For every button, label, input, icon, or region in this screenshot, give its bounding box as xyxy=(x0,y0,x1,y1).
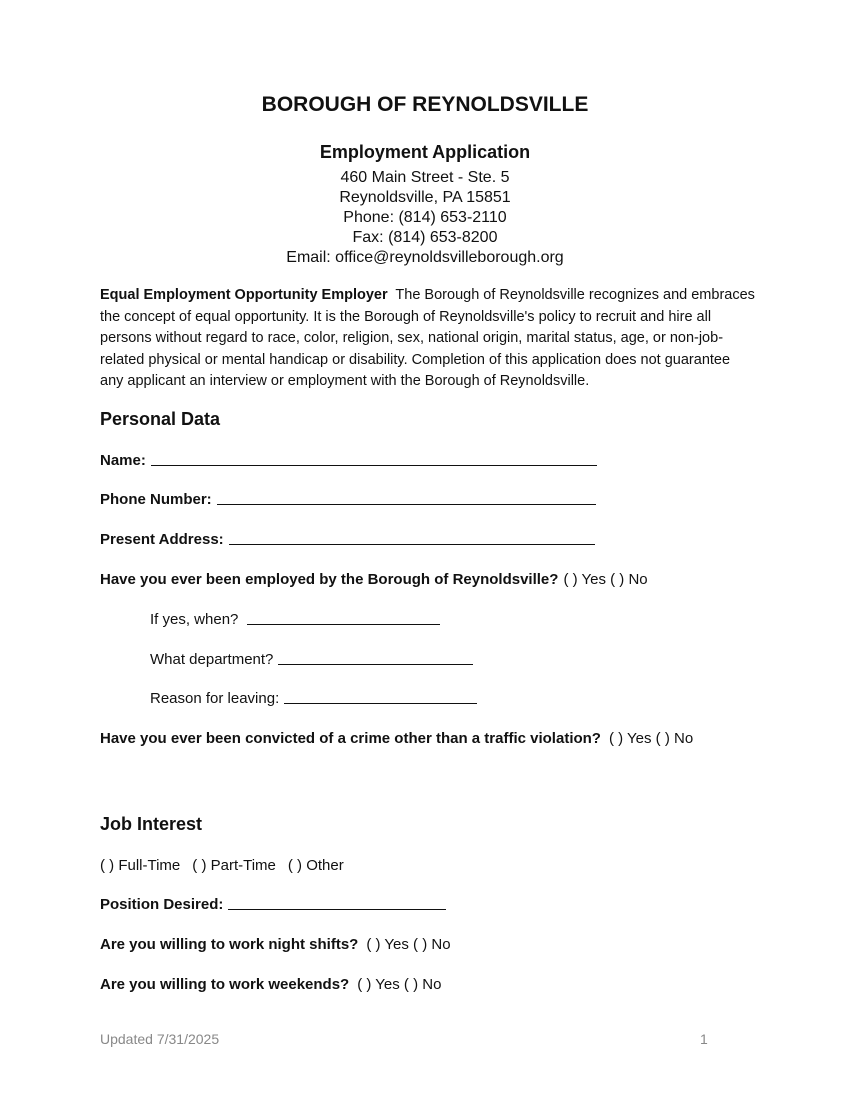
phone-line: Phone: (814) 653-2110 xyxy=(343,209,507,226)
employed-options[interactable]: ( ) Yes ( ) No xyxy=(563,571,648,588)
other-option[interactable]: ( ) Other xyxy=(287,857,344,874)
position-row xyxy=(100,896,446,913)
reason-label: Reason for leaving: xyxy=(150,690,280,707)
updated-date: Updated 7/31/2025 xyxy=(100,1031,220,1047)
weekend-question: Are you willing to work weekends? xyxy=(100,976,350,993)
reason-field[interactable] xyxy=(284,702,477,704)
name-row xyxy=(100,452,597,469)
reason-row xyxy=(150,690,477,707)
personal-data-heading: Personal Data xyxy=(100,409,221,429)
email-line: Email: office@reynoldsvilleborough.org xyxy=(286,249,564,266)
night-shift-row xyxy=(100,936,451,953)
convicted-row xyxy=(100,730,693,747)
night-shift-question: Are you willing to work night shifts? xyxy=(100,936,359,953)
contact-block xyxy=(0,168,850,268)
address-field[interactable] xyxy=(229,543,595,545)
eeo-statement xyxy=(100,285,755,393)
convicted-question: Have you ever been convicted of a crime other than a traffic violation? xyxy=(100,730,601,747)
document-subtitle: Employment Application xyxy=(319,142,531,162)
eeo-heading: Equal Employment Opportunity Employer xyxy=(100,287,388,303)
convicted-options[interactable]: ( ) Yes ( ) No xyxy=(608,730,694,747)
part-time-option[interactable]: ( ) Part-Time xyxy=(192,857,276,874)
weekend-row xyxy=(100,976,441,993)
department-label: What department? xyxy=(150,651,274,668)
name-field[interactable] xyxy=(151,464,597,466)
document-title: BOROUGH OF REYNOLDSVILLE xyxy=(261,93,589,116)
position-label: Position Desired: xyxy=(100,896,224,913)
name-label: Name: xyxy=(100,452,146,469)
department-field[interactable] xyxy=(278,663,473,665)
page-number: 1 xyxy=(700,1031,708,1047)
weekend-options[interactable]: ( ) Yes ( ) No xyxy=(357,976,442,993)
address-line-2: Reynoldsville, PA 15851 xyxy=(339,189,511,206)
department-row xyxy=(150,651,473,668)
employed-row xyxy=(100,571,648,588)
fax-line: Fax: (814) 653-8200 xyxy=(352,229,498,246)
phone-label: Phone Number: xyxy=(100,491,212,508)
position-field[interactable] xyxy=(228,908,446,910)
if-yes-label: If yes, when? xyxy=(150,611,239,628)
address-row xyxy=(100,531,595,548)
eeo-body: The Borough of Reynoldsville recognizes and embraces the concept of equal opportunity. It is the Borough of Reynoldsville's policy to recruit and hire all persons without regard to race, color, religion, sex, national origin, marital status, age, or non-job-related physical or mental handicap or disability. Completion of this application does not guarantee any applicant an interview or employment with the Borough of Reynoldsville. xyxy=(100,287,755,389)
phone-row xyxy=(100,491,596,508)
employed-question: Have you ever been employed by the Borough of Reynoldsville? xyxy=(100,571,559,588)
job-interest-heading: Job Interest xyxy=(100,814,203,834)
address-line-1: 460 Main Street - Ste. 5 xyxy=(340,169,510,186)
job-type-row xyxy=(100,857,356,874)
full-time-option[interactable]: ( ) Full-Time xyxy=(100,857,181,874)
address-label: Present Address: xyxy=(100,531,224,548)
if-yes-field[interactable] xyxy=(247,623,440,625)
if-yes-row xyxy=(150,611,440,628)
phone-field[interactable] xyxy=(217,503,596,505)
night-shift-options[interactable]: ( ) Yes ( ) No xyxy=(366,936,451,953)
